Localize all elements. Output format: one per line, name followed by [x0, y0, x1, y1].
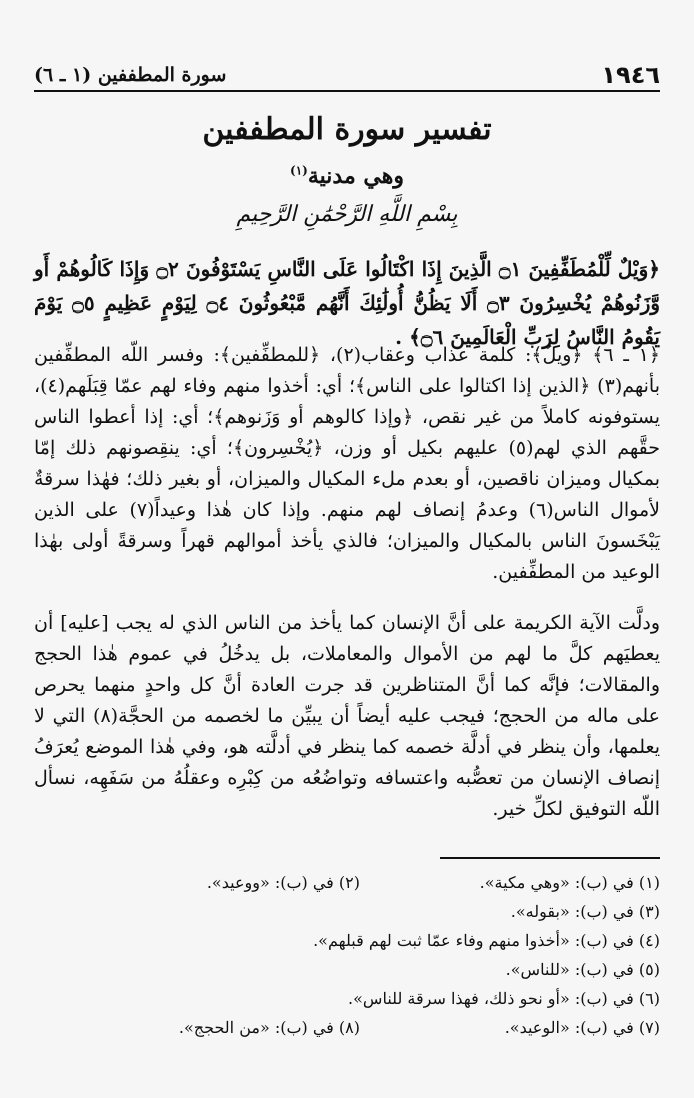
- commentary-paragraph-2: [34, 608, 660, 825]
- chapter-subtitle: [0, 163, 694, 189]
- footnote-2: (٢) في (ب): «ووعيد».: [206, 873, 360, 892]
- running-title: سورة المطففين (١ ـ ٦): [34, 64, 227, 86]
- footnote-row: [34, 897, 660, 926]
- paragraph-text: ودلَّت الآية الكريمة على أنَّ الإنسان كما يأخذ من الناس الذي له يجب [عليه] أن يعطيَهم كلَّ ما لهم من الأموال والمعاملات، بل يدخُلُ في عموم هٰذا الحجج والمقالات؛ فإنَّه كما أنَّ المتناظرين قد جرت العادة أنَّ كل واحدٍ منهما يحرص على ماله من الحجج؛ فيجب عليه أيضاً أن يبيِّن ما لخصمه من الحجَّة(٨) التي لا يعلمها، وأن ينظر في أدلَّة خصمه كما ينظر في أدلَّته هو، وفي هٰذا الموضع يُعرَفُ إنصاف الإنسان من تعصُّبه واعتسافه وتواضُعُه من كِبْرِه وعقلُهُ من سَفَهِه، نسأل اللّه التوفيق لكلِّ خير.: [34, 612, 661, 820]
- footnote-5: (٥) في (ب): «للناس».: [505, 960, 660, 979]
- footnote-3: (٣) في (ب): «بقوله».: [510, 902, 660, 921]
- footnote-row: [34, 1013, 660, 1042]
- footnote-row: [34, 984, 660, 1013]
- commentary-paragraph-1: [34, 340, 660, 588]
- page-number: ١٩٤٦: [601, 61, 660, 89]
- footnote-divider: [440, 857, 660, 859]
- footnote-7: (٧) في (ب): «الوعيد».: [504, 1018, 660, 1037]
- footnote-6: (٦) في (ب): «أو نحو ذلك، فهذا سرقة للناس».: [348, 989, 660, 1008]
- page-header: [34, 60, 660, 92]
- footnotes: [34, 868, 660, 1042]
- footnote-row: [34, 955, 660, 984]
- footnote-4: (٤) في (ب): «أخذوا منهم وفاء عمّا ثبت لهم قبلهم».: [313, 931, 660, 950]
- chapter-title: تفسير سورة المطففين: [202, 112, 492, 147]
- subtitle-footnote-marker: (١): [290, 163, 308, 178]
- footnote-row: [34, 868, 660, 897]
- footnote-8: (٨) في (ب): «من الحجج».: [178, 1018, 360, 1037]
- quran-verses: ﴿وَيْلٌ لِّلْمُطَفِّفِينَ ۝١ الَّذِينَ إِذَا اكْتَالُوا عَلَى النَّاسِ يَسْتَوْفُونَ ۝٢ وَإِذَا كَالُوهُمْ أَو وَّزَنُوهُمْ يُخْسِرُونَ ۝٣ أَلَا يَظُنُّ أُولَٰئِكَ أَنَّهُم مَّبْعُوثُونَ ۝٤ لِيَوْمٍ عَظِيمٍ ۝٥ يَوْمَ يَقُومُ النَّاسُ لِرَبِّ الْعَالَمِينَ ۝٦﴾ .: [34, 257, 661, 349]
- footnote-row: [34, 926, 660, 955]
- basmala: بِسْمِ اللَّهِ الرَّحْمَٰنِ الرَّحِيمِ: [236, 202, 458, 227]
- subtitle-text: وهي مدنية: [307, 163, 404, 189]
- paragraph-text: ﴿١ ـ ٦﴾ ﴿ويلٌ﴾: كلمة عذاب وعقاب(٢)، ﴿للمطفِّفين﴾: وفسر اللّه المطفِّفين بأنهم(٣) ﴿الذين إذا اكتالوا على الناس﴾؛ أي: أخذوا منهم وفاء لهم عمّا قِبَلَهم(٤)، يستوفونه كاملاً من غير نقص، ﴿وإذا كالوهم أو وَزَنوهم﴾؛ أي: إذا أعطوا الناس حقَّهم الذي لهم(٥) عليهم بكيل أو وزن، ﴿يُخْسِرون﴾؛ أي: ينقِصونهم ذلك إمّا بمكيال وميزان ناقصين، أو بعدم ملء المكيال والميزان، أو بغير ذلك؛ فهٰذا سرقةٌ لأموال الناس(٦) وعدمُ إنصاف لهم منهم. وإذا كان هٰذا وعيداً(٧) على الذين يَبْخَسونَ الناس بالمكيال والميزان؛ فالذي يأخذ أموالهم قهراً وسرقةً أولى بهٰذا الوعيد من المطفِّفين.: [34, 344, 660, 583]
- footnote-1: (١) في (ب): «وهي مكية».: [479, 873, 660, 892]
